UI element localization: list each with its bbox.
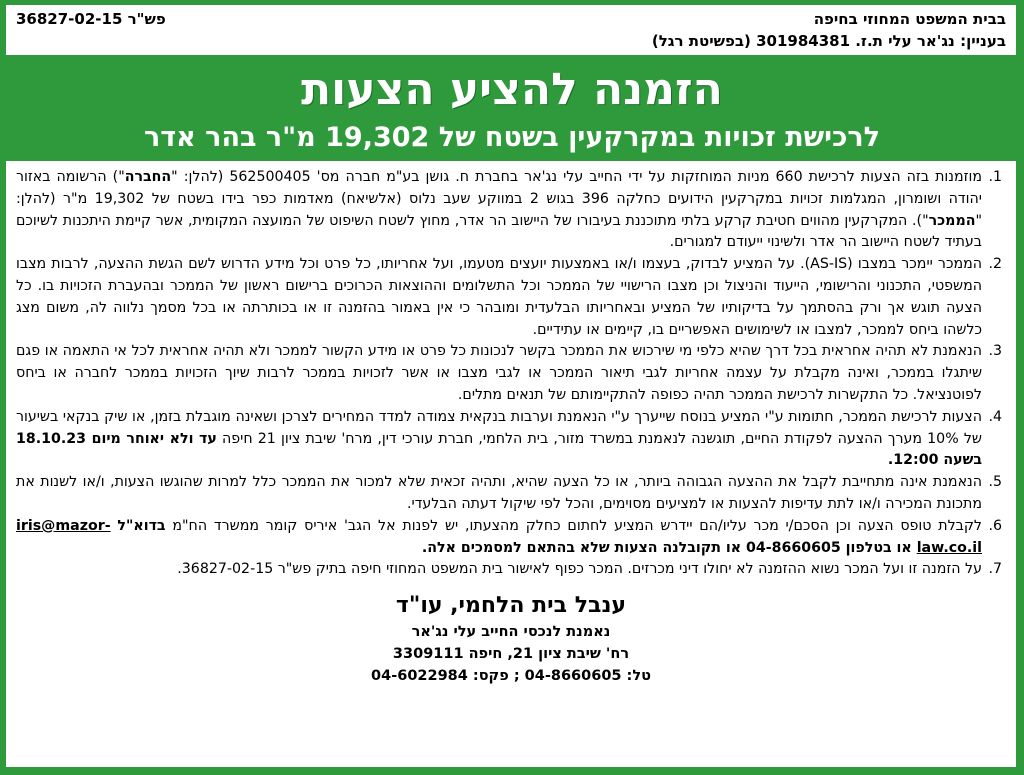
clause-3 (16, 341, 984, 406)
clause-text: הממכר יימכר במצבו (AS-IS). על המציע לבדוק, בעצמו ו/או באמצעות יועצים מטעמו, ועל אחריותו, כל פרט וכל מידע הדרוש לשם הגשת ההצעה, לרבות מצבו המשפטי, התכנוני והרישומי, הייעוד והניצול וכן מצבו הרישויי של הממכר וכל התשלומים וההוצאות הכרוכים ברישום ראשון של הממכר ובהעברת הזכויות בו. כל הצעה תוגש אך ורק בהסתמך על בדיקותיו של המציע ובאחריותו הבלעדית ומובהר כי אין באמור בהזמנה זו או בכותרתה או בכל מסמך נלווה לה, משום מצג כלשהו ביחס לממכר, למצבו או לשימושים האפשריים בו, קיימים או עתידיים. (16, 256, 982, 338)
clause-6 (16, 516, 984, 560)
court-header (6, 5, 1016, 55)
clause-2 (16, 254, 984, 341)
clause-5 (16, 472, 984, 516)
clause-4 (16, 407, 984, 472)
clause-1 (16, 167, 984, 254)
signatory-name: ענבל בית הלחמי, עו"ד (395, 593, 627, 619)
clause-text: על הזמנה זו ועל המכר נשוא ההזמנה לא יחולו דיני מכרזים. המכר כפוף לאישור בית המשפט המחוזי חיפה בתיק פש"ר 36827-02-15. (177, 561, 982, 578)
clause-text: מוזמנות בזה הצעות לרכישת 660 מניות המוחזקות על ידי החייב עלי נג'אר בחברת ח. גושן בע"מ חברה מס' 562500405 (להלן: " (171, 169, 982, 185)
signatory-address: רח' שיבת ציון 21, חיפה 3309111 (392, 646, 630, 663)
signatory-role: נאמנת לנכסי החייב עלי נג'אר (411, 624, 611, 641)
clause-bold: בדוא"ל (117, 517, 166, 534)
clause-bold: או בטלפון 04-8660605 או תקובלנה הצעות שלא בהתאם למסמכים אלה. (421, 539, 917, 556)
clause-bold: החברה (124, 169, 172, 185)
notice-title: הזמנה להציע הצעות (301, 64, 723, 115)
signature-block (16, 591, 1006, 687)
clause-7 (16, 559, 984, 581)
notice-body (6, 161, 1016, 767)
email-link[interactable]: iris@mazor-law.co.il (16, 517, 982, 556)
deadline-text: עד ולא יאוחר מיום 18.10.23 בשעה 12:00. (16, 430, 982, 469)
notice-subtitle: לרכישת זכויות במקרקעין בשטח של 19,302 מ"ר בהר אדר (144, 122, 880, 153)
matter-line: בעניין: נג'אר עלי ת.ז. 301984381 (בפשיטת רגל) (651, 32, 1006, 50)
court-name: בבית המשפט המחוזי בחיפה (813, 10, 1006, 28)
clause-text: לקבלת טופס הצעה וכן הסכם/י מכר עליו/הם יידרש המציע לחתום כחלק מהצעתו, יש לפנות אל הגב' איריס קומר ממשרד הח"מ (165, 517, 982, 534)
file-number: פש"ר 36827-02-15 (16, 10, 166, 28)
clause-text: הנאמנת אינה מתחייבת לקבל את ההצעה הגבוהה ביותר, או כל הצעה שהיא, ותהיה זכאית שלא למכור את הממכר כלל למרות שהוגשו הצעות, ו/או לשנות את מתכונת המכירה ו/או לתת עדיפות להצעות או למציעים מסוימים, והכל לפי שיקול דעתה הבלעדי. (16, 474, 982, 512)
clause-list (16, 167, 1006, 581)
clause-bold: הממכר (928, 212, 976, 229)
clause-text: הצעות לרכישת הממכר, חתומות ע"י המציע בנוסח שייערך ע"י הנאמנת וערבות בנקאית צמודה למדד המחירים לצרכן ושאינה מוגבלת בזמן, או שיק בנקאי בשיעור של 10% מערך ההצעה לפקודת החיים, תוגשנה לנאמנת במשרד מזור, בית הלחמי, חברת עורכי דין, מרח' שיבת ציון 21 חיפה (16, 408, 982, 447)
clause-text: ") הרשומה באזור יהודה ושומרון, המגלמות זכויות במקרקעין הידועים כחלקה 396 בגוש 2 במווקע שעב נלוס (אלשיאח) מאדמות כפר בידו בשטח של 19,302 מ"ר (להלן: " (16, 169, 982, 229)
clause-text: הנאמנת לא תהיה אחראית בכל דרך שהיא כלפי מי שירכוש את הממכר בקשר לנכונות כל פרט או מידע הקשור לממכר ולא תהיה אחראית לכל אי התאמה או פגם שיתגלו בממכר, ואינה מקבלת על עצמה אחריות לגבי תיאור הממכר או לגבי מצבו או אשר לזכויות בממכר לרבות שיוך הזכויות בממכר לחברה או ביחס לפוטנציאל. כל התקשרות לרכישת הממכר תהיה כפופה להתקיימותם של תנאים מתלים. (16, 343, 982, 403)
signatory-contact: טל: 04-8660605 ; פקס: 04-6022984 (371, 668, 651, 685)
clause-text: "). המקרקעין מהווים חטיבת קרקע בלתי מתוכננת בעיבורו של היישוב הר אדר, מחוץ לשטח השיפוט של המועצה המקומית, אשר קיימת היתכנות לשיוכם בעתיד לשטח היישוב הר אדר ולשינוי ייעודם למגורים. (16, 212, 982, 251)
